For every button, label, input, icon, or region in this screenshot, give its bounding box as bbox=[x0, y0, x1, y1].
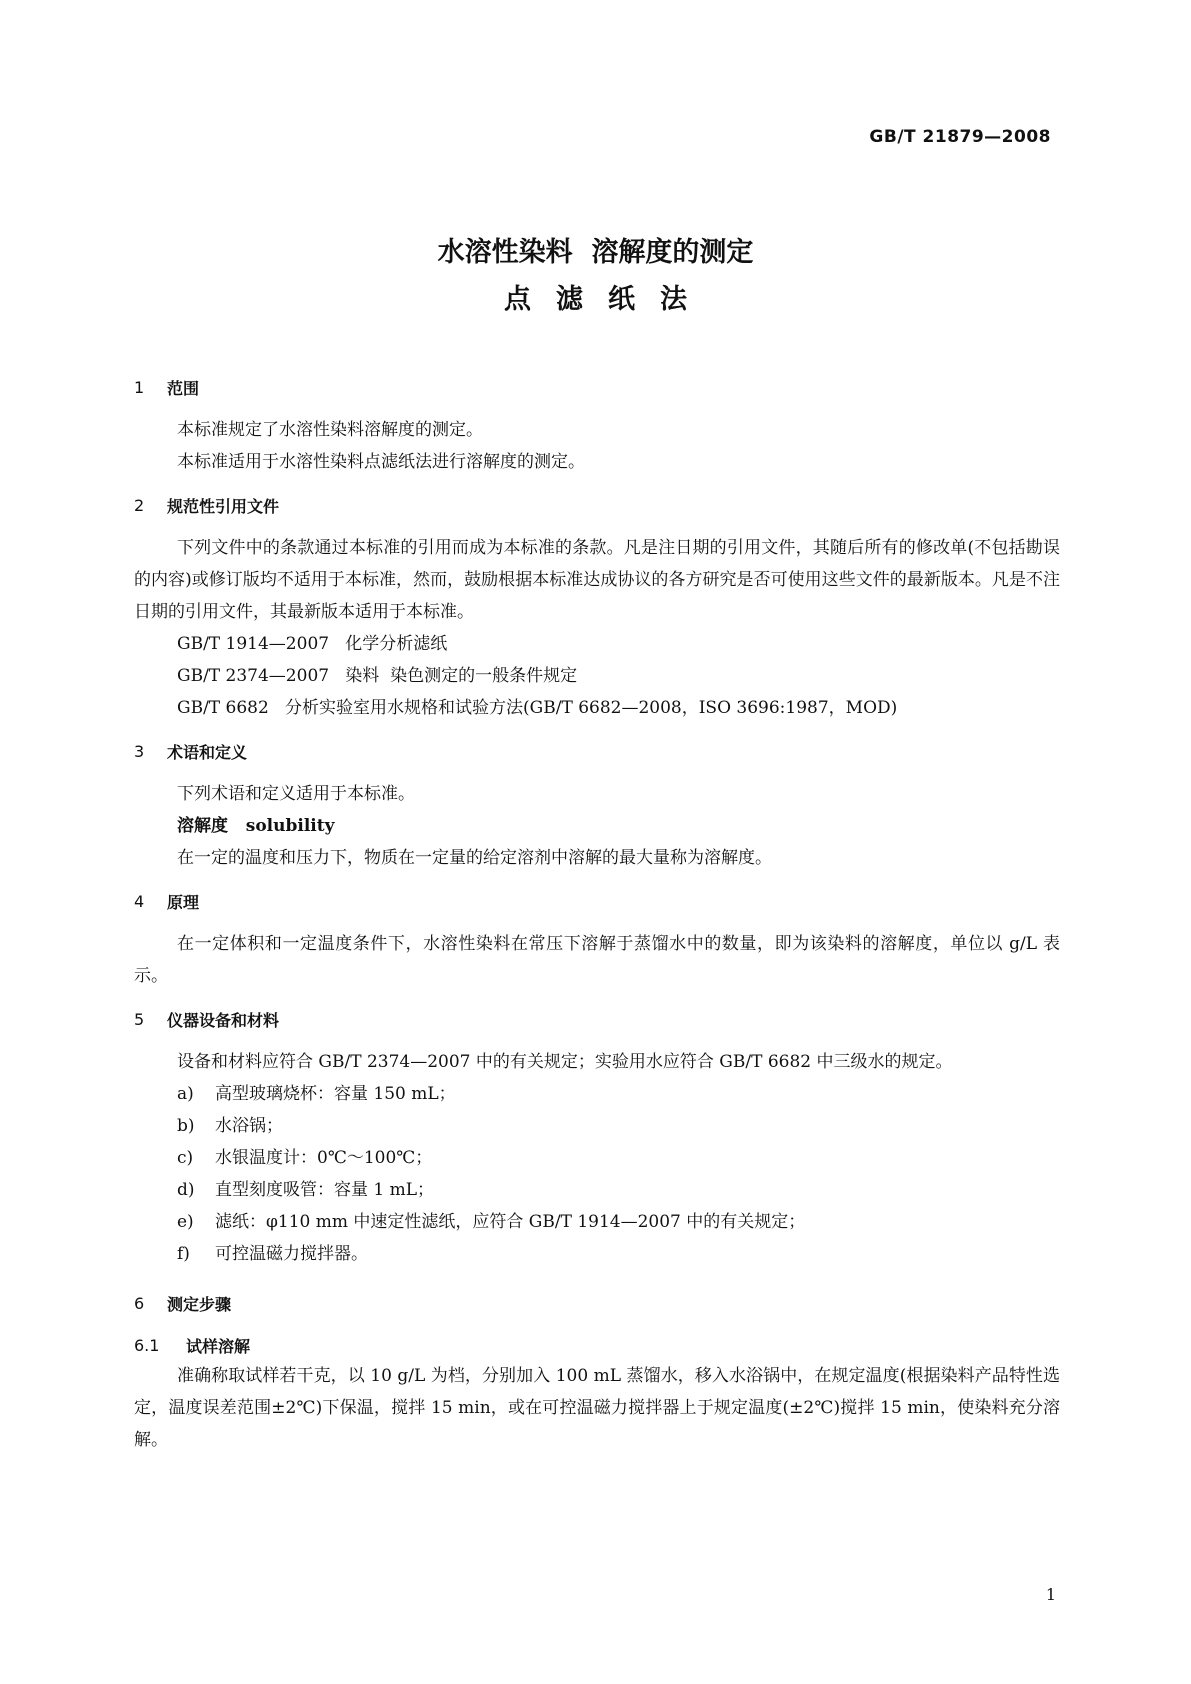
list-text: 水银温度计：0℃～100℃； bbox=[215, 1148, 433, 1168]
list-label: c) bbox=[177, 1148, 194, 1168]
paragraph: 设备和材料应符合 GB/T 2374—2007 中的有关规定；实验用水应符合 GB/T 6682 中三级水的规定。 bbox=[177, 1052, 953, 1072]
page-number: 1 bbox=[1045, 1585, 1056, 1604]
list-label: e) bbox=[177, 1212, 194, 1232]
standard-number: GB/T 21879—2008 bbox=[869, 127, 1051, 147]
paragraph: 本标准适用于水溶性染料点滤纸法进行溶解度的测定。 bbox=[177, 452, 585, 472]
list-item bbox=[134, 1206, 1060, 1238]
list-text: 滤纸：φ110 mm 中速定性滤纸，应符合 GB/T 1914—2007 中的有关规定； bbox=[215, 1212, 806, 1232]
section-title: 规范性引用文件 bbox=[167, 496, 280, 516]
list-label: d) bbox=[177, 1180, 195, 1200]
section-number: 5 bbox=[134, 1009, 145, 1029]
section-number: 2 bbox=[134, 495, 145, 515]
section-number: 6 bbox=[134, 1293, 145, 1313]
section-heading-6 bbox=[134, 1288, 1060, 1318]
reference-item: GB/T 2374—2007 染料 染色测定的一般条件规定 bbox=[177, 666, 578, 686]
document-body bbox=[134, 372, 1060, 1456]
paragraph: 下列文件中的条款通过本标准的引用而成为本标准的条款。凡是注日期的引用文件，其随后所有的修改单(不包括勘误的内容)或修订版均不适用于本标准，然而，鼓励根据本标准达成协议的各方研究是否可使用这些文件的最新版本。凡是不注日期的引用文件，其最新版本适用于本标准。 bbox=[134, 538, 1060, 622]
section-title: 仪器设备和材料 bbox=[167, 1010, 280, 1030]
list-item bbox=[134, 1238, 1060, 1270]
section-heading-1 bbox=[134, 372, 1060, 402]
list-text: 直型刻度吸管：容量 1 mL； bbox=[215, 1180, 435, 1200]
section-heading-5 bbox=[134, 1004, 1060, 1034]
subsection-number: 6.1 bbox=[134, 1335, 160, 1355]
list-item bbox=[134, 1110, 1060, 1142]
list-label: b) bbox=[177, 1116, 195, 1136]
list-label: a) bbox=[177, 1084, 194, 1104]
section-heading-4 bbox=[134, 886, 1060, 916]
section-heading-2 bbox=[134, 490, 1060, 520]
reference-item: GB/T 6682 分析实验室用水规格和试验方法(GB/T 6682—2008，ISO 3696:1987，MOD) bbox=[177, 698, 898, 718]
section-title: 测定步骤 bbox=[167, 1294, 232, 1314]
paragraph: 本标准规定了水溶性染料溶解度的测定。 bbox=[177, 420, 483, 440]
list-label: f) bbox=[177, 1244, 190, 1264]
list-item bbox=[134, 1174, 1060, 1206]
document-subtitle: 点滤纸法 bbox=[504, 284, 712, 315]
section-number: 4 bbox=[134, 891, 145, 911]
paragraph: 在一定体积和一定温度条件下，水溶性染料在常压下溶解于蒸馏水中的数量，即为该染料的溶解度，单位以 g/L 表示。 bbox=[134, 934, 1060, 986]
list-text: 可控温磁力搅拌器。 bbox=[215, 1244, 368, 1264]
list-item bbox=[134, 1142, 1060, 1174]
reference-item: GB/T 1914—2007 化学分析滤纸 bbox=[177, 634, 448, 654]
section-heading-3 bbox=[134, 736, 1060, 766]
list-text: 高型玻璃烧杯：容量 150 mL； bbox=[215, 1084, 456, 1104]
list-item bbox=[134, 1078, 1060, 1110]
term-definition: 在一定的温度和压力下，物质在一定量的给定溶剂中溶解的最大量称为溶解度。 bbox=[177, 848, 772, 868]
paragraph: 准确称取试样若干克，以 10 g/L 为档，分别加入 100 mL 蒸馏水，移入水浴锅中，在规定温度(根据染料产品特性选定，温度误差范围±2℃)下保温，搅拌 15 min，或在可控温磁力搅拌器上于规定温度(±2℃)搅拌 15 min，使染料充分溶解。 bbox=[134, 1366, 1060, 1450]
section-number: 3 bbox=[134, 741, 145, 761]
document-title: 水溶性染料 溶解度的测定 bbox=[437, 237, 754, 268]
section-number: 1 bbox=[134, 377, 145, 397]
section-title: 原理 bbox=[167, 892, 200, 912]
paragraph: 下列术语和定义适用于本标准。 bbox=[177, 784, 415, 804]
term-entry: 溶解度 solubility bbox=[177, 816, 335, 836]
subsection-heading-6-1 bbox=[134, 1330, 1060, 1360]
subsection-title: 试样溶解 bbox=[186, 1336, 251, 1356]
section-title: 范围 bbox=[167, 378, 200, 398]
list-text: 水浴锅； bbox=[215, 1116, 283, 1136]
section-title: 术语和定义 bbox=[167, 742, 248, 762]
